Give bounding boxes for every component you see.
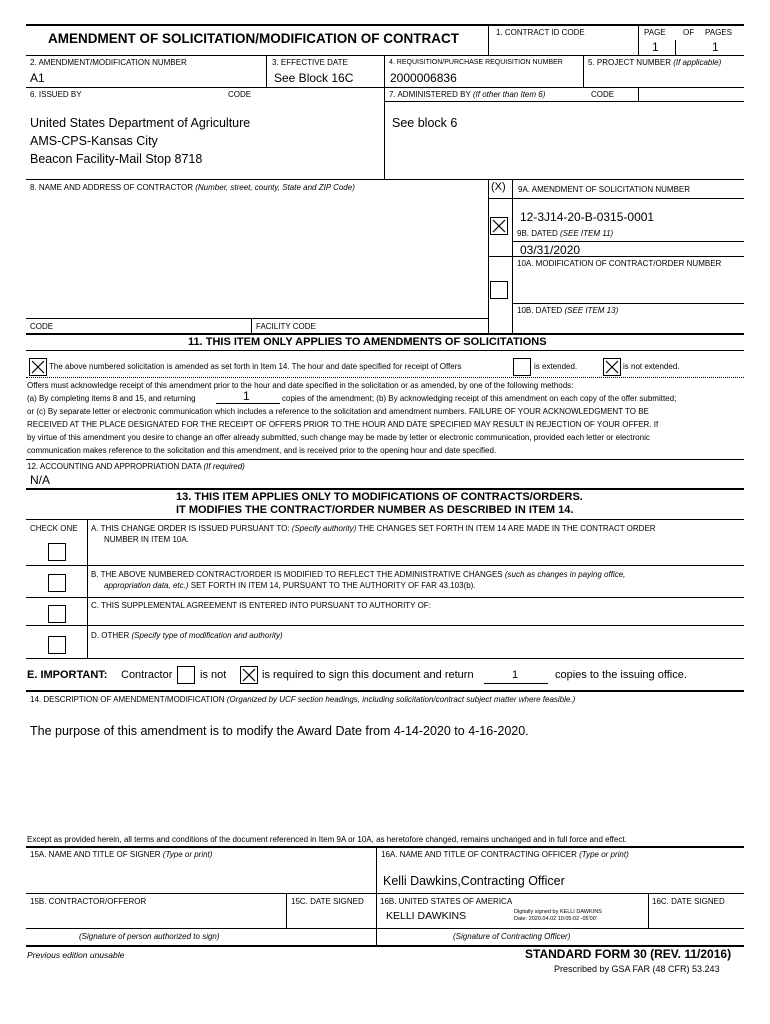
signer-name: KELLI DAWKINS bbox=[386, 910, 467, 922]
checkbox-is-not-extended[interactable] bbox=[603, 358, 621, 376]
checkbox-option-c[interactable] bbox=[48, 605, 66, 623]
form-title: AMENDMENT OF SOLICITATION/MODIFICATION OF CONTRACT bbox=[48, 31, 459, 46]
issuer-line-3: Beacon Facility-Mail Stop 8718 bbox=[30, 152, 203, 166]
amendment-description: The purpose of this amendment is to modify the Award Date from 4-14-2020 to 4-16-2020. bbox=[30, 724, 529, 738]
amendment-number: A1 bbox=[30, 71, 45, 85]
block-6-code-label: CODE bbox=[228, 90, 252, 99]
block-10a-label: 10A. MODIFICATION OF CONTRACT/ORDER NUMBER bbox=[517, 259, 722, 268]
checkbox-10a[interactable] bbox=[490, 281, 508, 299]
option-b-line-1: B. THE ABOVE NUMBERED CONTRACT/ORDER IS MODIFIED TO REFLECT THE ADMINISTRATIVE CHANGES (such as changes in paying office, bbox=[91, 570, 626, 579]
page-label: PAGE bbox=[644, 28, 666, 37]
pages-number: 1 bbox=[712, 40, 719, 54]
checkbox-is-not-required[interactable] bbox=[177, 666, 195, 684]
block-15c-label: 15C. DATE SIGNED bbox=[291, 897, 364, 906]
block-15b-label: 15B. CONTRACTOR/OFFEROR bbox=[30, 897, 147, 906]
accounting-data-value: N/A bbox=[30, 473, 51, 487]
option-d-line: D. OTHER (Specify type of modification and authority) bbox=[91, 631, 283, 640]
checkbox-is-required[interactable] bbox=[240, 666, 258, 684]
requisition-number: 2000006836 bbox=[390, 71, 457, 85]
option-a-line-2: NUMBER IN ITEM 10A. bbox=[104, 535, 189, 544]
option-c-line: C. THIS SUPPLEMENTAL AGREEMENT IS ENTERED INTO PURSUANT TO AUTHORITY OF: bbox=[91, 601, 431, 610]
digital-signature-line-1: Digitally signed by KELLI DAWKINS bbox=[514, 909, 602, 915]
section-11-line-3b: copies of the amendment; (b) By acknowledging receipt of this amendment on each copy of the offer submitted; bbox=[282, 394, 677, 403]
is-not-extended-label: is not extended. bbox=[623, 362, 680, 371]
block-4-label: 4. REQUISITION/PURCHASE REQUISITION NUMBER bbox=[389, 59, 563, 66]
block-16c-label: 16C. DATE SIGNED bbox=[652, 897, 725, 906]
block-2-label: 2. AMENDMENT/MODIFICATION NUMBER bbox=[30, 58, 187, 67]
section-11-line-6: by virtue of this amendment you desire to change an offer already submitted, such change may be made by letter or electronic communication, provided each letter or electronic bbox=[27, 433, 650, 442]
issuer-line-1: United States Department of Agriculture bbox=[30, 116, 251, 130]
block-7-label: 7. ADMINISTERED BY (If other than Item 6) bbox=[389, 90, 546, 99]
block-7-code-label: CODE bbox=[591, 90, 615, 99]
block-8-code-label: CODE bbox=[30, 322, 54, 331]
block-15a-label: 15A. NAME AND TITLE OF SIGNER (Type or print) bbox=[30, 850, 213, 859]
acknowledgement-copies: 1 bbox=[243, 389, 250, 403]
block-16b-label: 16B. UNITED STATES OF AMERICA bbox=[380, 897, 513, 906]
option-a-line-1: A. THIS CHANGE ORDER IS ISSUED PURSUANT TO: (Specify authority) THE CHANGES SET FORTH IN ITEM 14 ARE MADE IN THE CONTRACT ORDER bbox=[91, 524, 656, 533]
page-number: 1 bbox=[652, 40, 659, 54]
block-9a-label: 9A. AMENDMENT OF SOLICITATION NUMBER bbox=[518, 185, 691, 194]
of-label: OF bbox=[683, 28, 695, 37]
block-9b-label: 9B. DATED (SEE ITEM 11) bbox=[517, 229, 614, 238]
previous-edition-note: Previous edition unusable bbox=[27, 950, 125, 960]
block-10b-label: 10B. DATED (SEE ITEM 13) bbox=[517, 306, 619, 315]
block-3-label: 3. EFFECTIVE DATE bbox=[272, 58, 348, 67]
checkbox-is-extended[interactable] bbox=[513, 358, 531, 376]
section-11-line-1: The above numbered solicitation is amended as set forth in Item 14. The hour and date specified for receipt of Offers bbox=[49, 362, 462, 371]
block-5-label: 5. PROJECT NUMBER (If applicable) bbox=[588, 58, 722, 67]
officer-signature-note: (Signature of Contracting Officer) bbox=[453, 932, 571, 941]
section-11-line-2: Offers must acknowledge receipt of this amendment prior to the hour and date specified in the solicitation or as amended, by one of the following methods: bbox=[27, 381, 574, 390]
checkmark-x-icon bbox=[604, 359, 620, 375]
checkbox-option-a[interactable] bbox=[48, 543, 66, 561]
is-not-label: is not bbox=[200, 669, 227, 681]
administered-by-value: See block 6 bbox=[392, 116, 458, 130]
contracting-officer-name: Kelli Dawkins,Contracting Officer bbox=[383, 874, 565, 888]
contractor-signature-note: (Signature of person authorized to sign) bbox=[79, 932, 220, 941]
section-13-title-2: IT MODIFIES THE CONTRACT/ORDER NUMBER AS DESCRIBED IN ITEM 14. bbox=[176, 504, 574, 516]
section-13-title-1: 13. THIS ITEM APPLIES ONLY TO MODIFICATIONS OF CONTRACTS/ORDERS. bbox=[176, 491, 583, 503]
block-12-label: 12. ACCOUNTING AND APPROPRIATION DATA (If required) bbox=[27, 462, 245, 471]
solicitation-date: 03/31/2020 bbox=[520, 243, 581, 257]
section-11-line-5: RECEIVED AT THE PLACE DESIGNATED FOR THE RECEIPT OF OFFERS PRIOR TO THE HOUR AND DATE SPECIFIED MAY RESULT IN REJECTION OF YOUR OFFER. If bbox=[27, 420, 659, 429]
section-11-line-3a: (a) By completing items 8 and 15, and returning bbox=[27, 394, 196, 403]
checkbox-solicitation-amended[interactable] bbox=[29, 358, 47, 376]
form-number: STANDARD FORM 30 (REV. 11/2016) bbox=[525, 947, 732, 961]
prescribed-by: Prescribed by GSA FAR (48 CFR) 53.243 bbox=[554, 964, 720, 974]
issuer-line-2: AMS-CPS-Kansas City bbox=[30, 134, 158, 148]
important-label: E. IMPORTANT: bbox=[27, 669, 108, 681]
option-b-line-2: appropriation data, etc.) SET FORTH IN ITEM 14, PURSUANT TO THE AUTHORITY OF FAR 43.103(b). bbox=[104, 581, 476, 590]
x-column-label: (X) bbox=[491, 181, 506, 193]
copies-rest-label: copies to the issuing office. bbox=[555, 669, 687, 681]
except-statement: Except as provided herein, all terms and conditions of the document referenced in Item 9A or 10A, as heretofore changed, remains unchanged and in full force and effect. bbox=[27, 835, 627, 844]
section-11-title: 11. THIS ITEM ONLY APPLIES TO AMENDMENTS OF SOLICITATIONS bbox=[188, 336, 547, 348]
checkmark-x-icon bbox=[491, 218, 507, 234]
checkmark-x-icon bbox=[241, 667, 257, 683]
pages-label: PAGES bbox=[705, 28, 732, 37]
section-11-line-7: communication makes reference to the solicitation and this amendment, and is received prior to the opening hour and date specified. bbox=[27, 446, 497, 455]
block-8-label: 8. NAME AND ADDRESS OF CONTRACTOR (Number, street, county, State and ZIP Code) bbox=[30, 183, 355, 192]
digital-signature-line-2: Date: 2020.04.02 10:05:02 -05'00' bbox=[514, 916, 597, 922]
is-extended-label: is extended. bbox=[534, 362, 578, 371]
effective-date: See Block 16C bbox=[274, 71, 354, 85]
checkbox-option-d[interactable] bbox=[48, 636, 66, 654]
block-1-label: 1. CONTRACT ID CODE bbox=[496, 28, 585, 37]
checkmark-x-icon bbox=[30, 359, 46, 375]
is-required-label: is required to sign this document and return bbox=[262, 669, 474, 681]
return-copies: 1 bbox=[512, 669, 519, 681]
solicitation-number: 12-3J14-20-B-0315-0001 bbox=[520, 210, 655, 224]
facility-code-label: FACILITY CODE bbox=[256, 322, 316, 331]
block-6-label: 6. ISSUED BY bbox=[30, 90, 82, 99]
section-11-line-4: or (c) By separate letter or electronic communication which includes a reference to the solicitation and amendment numbers. FAILURE OF YOUR ACKNOWLEDGMENT TO BE bbox=[27, 407, 649, 416]
check-one-label: CHECK ONE bbox=[30, 524, 78, 533]
checkbox-9a[interactable] bbox=[490, 217, 508, 235]
contractor-label: Contractor bbox=[121, 669, 173, 681]
block-14-label: 14. DESCRIPTION OF AMENDMENT/MODIFICATION (Organized by UCF section headings, including solicitation/contract subject matter where feasible.) bbox=[30, 695, 576, 704]
block-16a-label: 16A. NAME AND TITLE OF CONTRACTING OFFICER (Type or print) bbox=[381, 850, 629, 859]
checkbox-option-b[interactable] bbox=[48, 574, 66, 592]
